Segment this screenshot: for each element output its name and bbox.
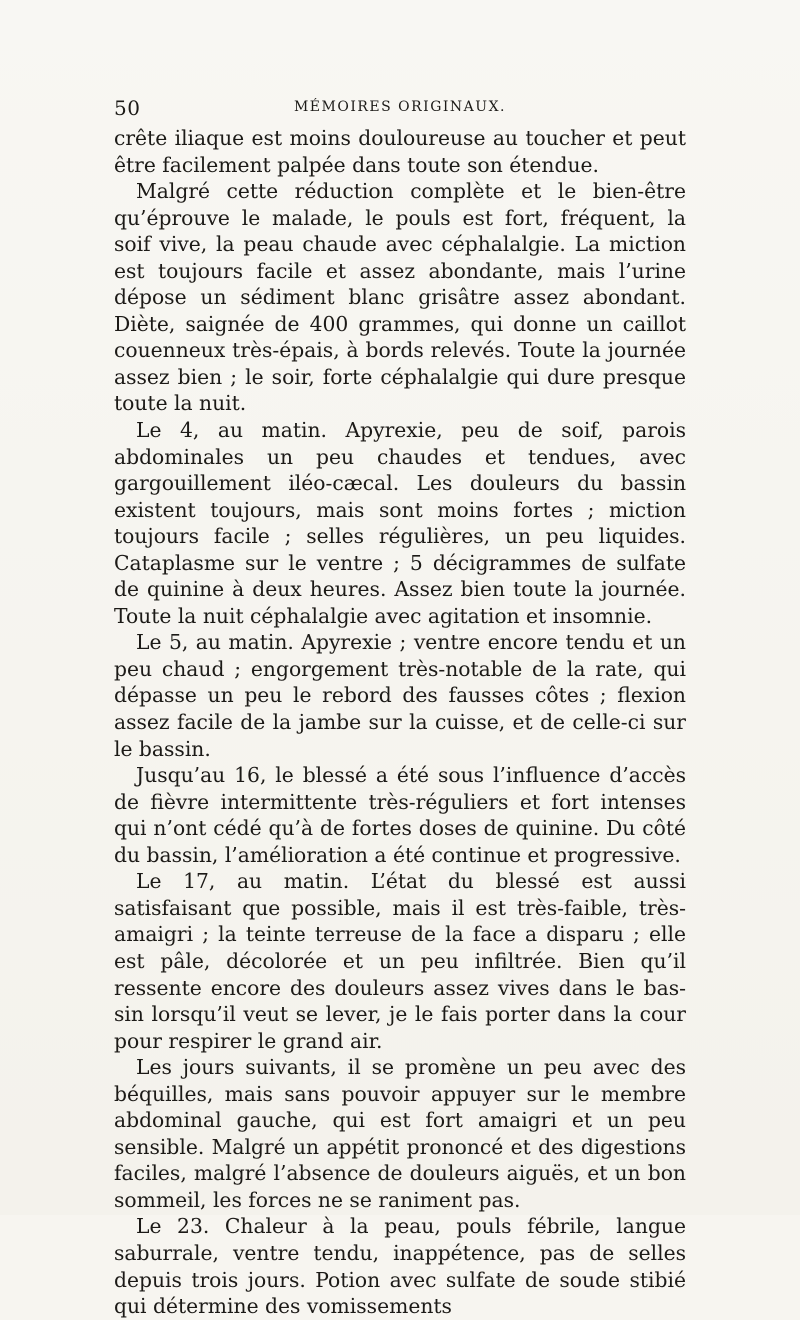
running-head — [114, 96, 686, 124]
paragraph: Jusqu’au 16, le blessé a été sous l’influence d’accès de fièvre intermittente très-réguliers et fort intenses qui n’ont cédé qu’à de fortes doses de quinine. Du côté du bassin, l’amélioration a été continue et progressive. — [114, 763, 686, 867]
paragraph: Le 17, au matin. L’état du blessé est aussi satisfaisant que possible, mais il est très-faible, très-amaigri ; la teinte terreuse de la face a disparu ; elle est pâle, décolorée et un peu infiltrée. Bien qu’il ressente encore des douleurs assez vives dans le bassin lorsqu’il veut se lever, je le fais porter dans la cour pour respirer le grand air. — [114, 869, 686, 1053]
paragraph: crête iliaque est moins douloureuse au toucher et peut être facilement palpée dans toute son étendue. — [114, 126, 686, 177]
paragraph: Le 4, au matin. Apyrexie, peu de soif, parois abdominales un peu chaudes et tendues, avec gargouillement iléo-cæcal. Les douleurs du bassin existent toujours, mais sont moins fortes ; miction toujours facile ; selles régulières, un peu liquides. Cataplasme sur le ventre ; 5 décigrammes de sulfate de quinine à deux heures. Assez bien toute la journée. Toute la nuit céphalalgie avec agitation et insomnie. — [114, 418, 686, 628]
paragraph: Les jours suivants, il se promène un peu avec des béquilles, mais sans pouvoir appuyer sur le membre abdominal gauche, qui est fort amaigri et un peu sensible. Malgré un appétit prononcé et des digestions faciles, malgré l’absence de douleurs aiguës, et un bon sommeil, les forces ne se raniment pas. — [114, 1055, 686, 1212]
running-title: MÉMOIRES ORIGINAUX. — [293, 99, 507, 115]
paragraph: Malgré cette réduction complète et le bien-être qu’éprouve le malade, le pouls est fort, fréquent, la soif vive, la peau chaude avec céphalalgie. La miction est toujours facile et assez abondante, mais l’urine dépose un sédiment blanc grisâtre assez abondant. Diète, saignée de 400 grammes, qui donne un caillot couenneux très-épais, à bords relevés. Toute la journée assez bien ; le soir, forte céphalalgie qui dure presque toute la nuit. — [114, 179, 686, 416]
body-text — [114, 125, 686, 1320]
page-number: 50 — [114, 96, 141, 120]
paragraph: Le 5, au matin. Apyrexie ; ventre encore tendu et un peu chaud ; engorgement très-notable de la rate, qui dépasse un peu le rebord des fausses côtes ; flexion assez facile de la jambe sur la cuisse, et de celle-ci sur le bassin. — [114, 630, 686, 761]
paragraph: Le 23. Chaleur à la peau, pouls fébrile, langue saburrale, ventre tendu, inappétence, pas de selles depuis trois jours. Potion avec sulfate de soude stibié qui détermine des vomissements — [114, 1214, 686, 1319]
